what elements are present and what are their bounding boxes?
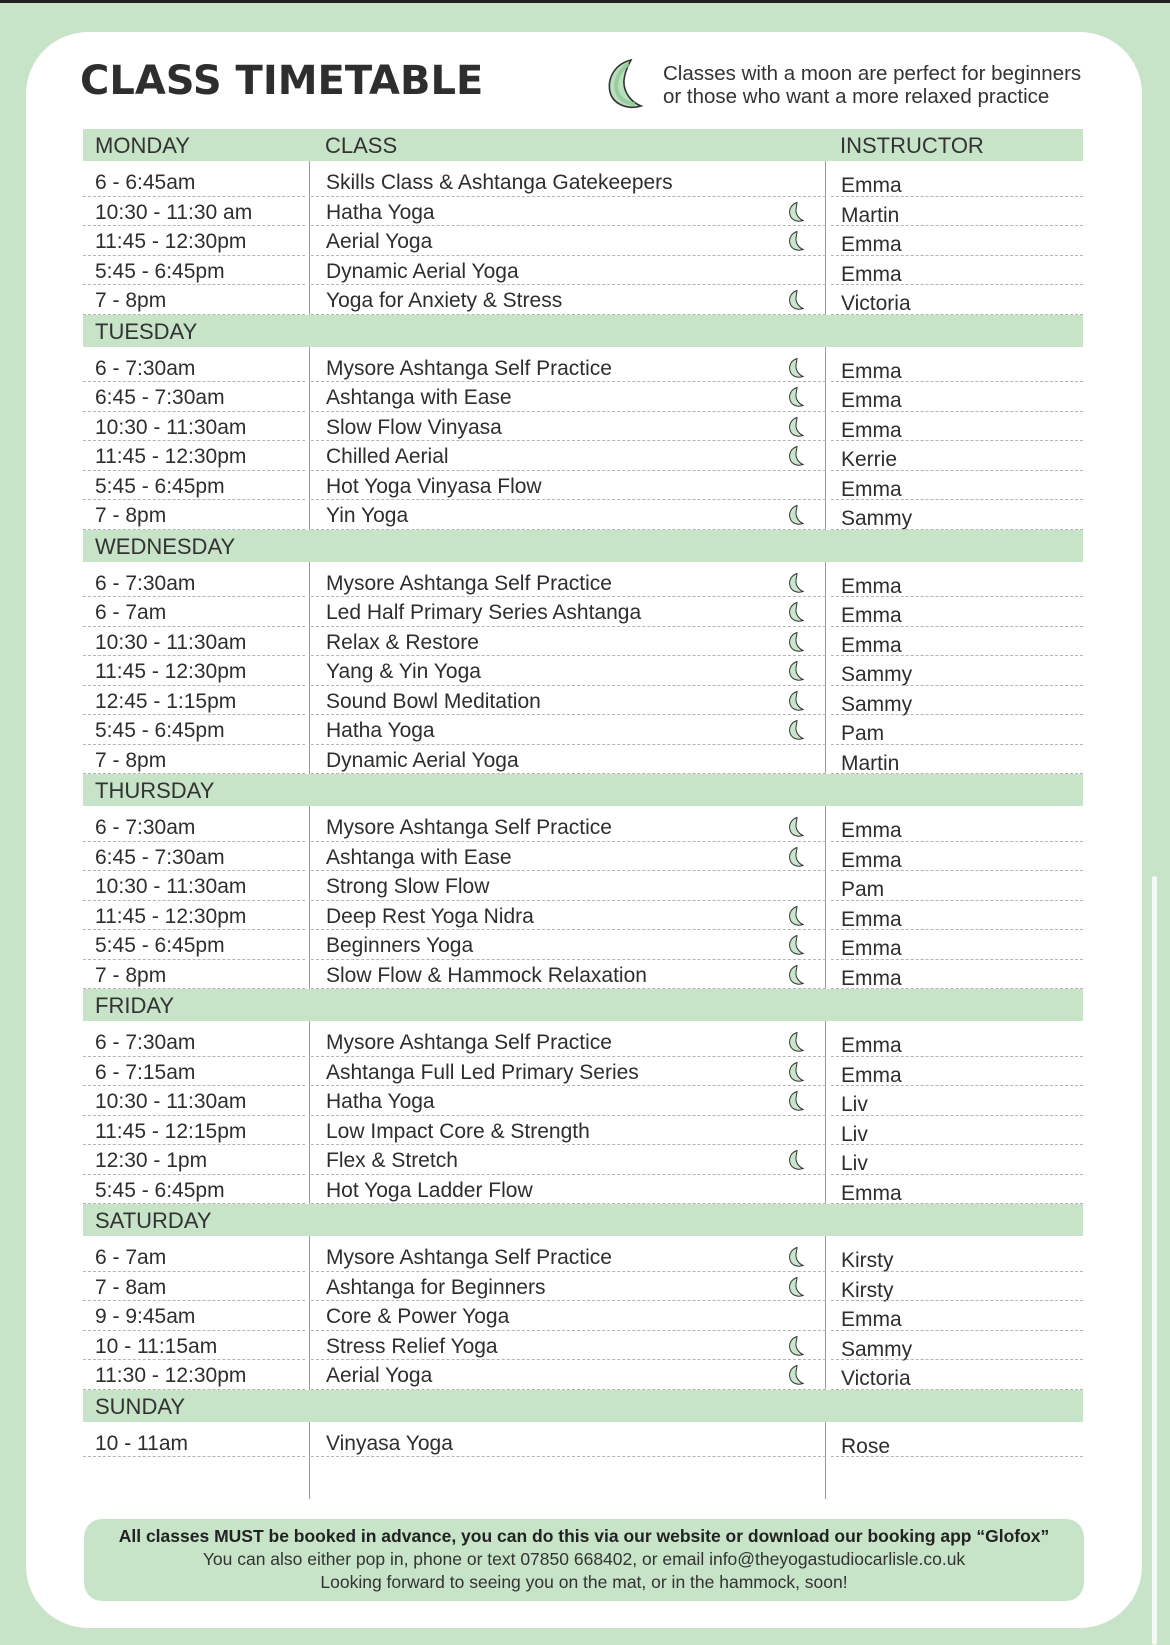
class-row	[83, 745, 1083, 775]
class-name: Vinyasa Yoga	[326, 1431, 453, 1455]
class-time: 6 - 7:30am	[95, 356, 196, 380]
crescent-moon-icon	[786, 504, 808, 526]
crescent-moon-icon	[786, 230, 808, 252]
class-instructor: Emma	[841, 848, 902, 872]
day-header-tuesday	[83, 315, 1083, 347]
class-name: Mysore Ashtanga Self Practice	[326, 816, 612, 839]
class-instructor: Sammy	[841, 663, 913, 686]
class-instructor: Emma	[841, 1034, 902, 1057]
class-time: 10:30 - 11:30am	[95, 415, 247, 439]
class-time: 11:45 - 12:30pm	[95, 445, 247, 468]
class-instructor: Emma	[841, 359, 902, 383]
class-time: 6 - 7am	[95, 601, 167, 624]
class-instructor: Emma	[841, 1308, 902, 1331]
class-row	[83, 1272, 1083, 1302]
class-row	[83, 353, 1083, 383]
class-instructor: Kerrie	[841, 448, 898, 471]
day-name: WEDNESDAY	[95, 533, 236, 559]
crescent-moon-icon	[786, 1364, 808, 1386]
class-name: Dynamic Aerial Yoga	[326, 259, 519, 283]
class-time: 5:45 - 6:45pm	[95, 474, 225, 498]
class-name: Mysore Ashtanga Self Practice	[326, 1031, 612, 1054]
crescent-moon-icon	[786, 445, 808, 467]
crescent-moon-icon	[786, 572, 808, 594]
class-name: Flex & Stretch	[326, 1149, 458, 1172]
class-row	[83, 197, 1083, 227]
crescent-moon-icon	[786, 631, 808, 653]
class-row	[83, 285, 1083, 315]
class-time: 10 - 11:15am	[95, 1334, 218, 1358]
class-name: Mysore Ashtanga Self Practice	[326, 1246, 612, 1269]
class-instructor: Emma	[841, 907, 902, 931]
class-instructor: Sammy	[841, 692, 913, 716]
crescent-moon-icon	[786, 1276, 808, 1298]
footer-line-3: Looking forward to seeing you on the mat, or in the hammock, soon!	[320, 1572, 848, 1592]
crescent-moon-icon	[786, 719, 808, 741]
class-time: 11:45 - 12:30pm	[95, 230, 247, 253]
class-time: 11:30 - 12:30pm	[95, 1364, 247, 1387]
day-name: MONDAY	[95, 133, 190, 158]
class-name: Yin Yoga	[326, 504, 409, 527]
class-name: Hot Yoga Vinyasa Flow	[326, 474, 542, 498]
day-header-sunday	[83, 1390, 1083, 1422]
class-row	[83, 1027, 1083, 1057]
day-header-friday	[83, 989, 1083, 1021]
booking-info	[84, 1519, 1084, 1601]
class-instructor: Emma	[841, 633, 902, 657]
crescent-moon-icon	[786, 201, 808, 223]
class-instructor: Liv	[841, 1122, 868, 1146]
class-row	[83, 1086, 1083, 1116]
day-name: THURSDAY	[95, 778, 215, 803]
class-row	[83, 627, 1083, 657]
timetable	[83, 129, 1083, 1457]
class-name: Hatha Yoga	[326, 1090, 435, 1113]
class-instructor: Emma	[841, 233, 902, 256]
class-row	[83, 1175, 1083, 1205]
class-instructor: Sammy	[841, 507, 913, 530]
class-name: Chilled Aerial	[326, 445, 449, 468]
class-name: Yoga for Anxiety & Stress	[326, 289, 563, 312]
class-name: Low Impact Core & Strength	[326, 1119, 590, 1143]
class-time: 6 - 6:45am	[95, 171, 196, 194]
class-instructor: Rose	[841, 1434, 891, 1458]
page-title: CLASS TIMETABLE	[80, 58, 484, 104]
top-border	[0, 0, 1170, 3]
day-name: SATURDAY	[95, 1208, 212, 1233]
crescent-moon-icon	[786, 905, 808, 927]
day-header-monday	[83, 129, 1083, 161]
crescent-moon-icon	[786, 289, 808, 311]
class-row	[83, 471, 1083, 501]
class-name: Slow Flow & Hammock Relaxation	[326, 963, 647, 987]
class-row	[83, 1428, 1083, 1458]
day-name: TUESDAY	[95, 318, 198, 344]
class-row	[83, 1057, 1083, 1087]
class-instructor: Kirsty	[841, 1278, 894, 1302]
class-instructor: Emma	[841, 966, 902, 990]
class-time: 10:30 - 11:30am	[95, 630, 247, 654]
class-time: 11:45 - 12:30pm	[95, 904, 247, 928]
class-name: Dynamic Aerial Yoga	[326, 748, 519, 772]
class-time: 7 - 8am	[95, 1275, 167, 1299]
crescent-moon-icon	[786, 1061, 808, 1083]
class-row	[83, 568, 1083, 598]
class-row	[83, 1360, 1083, 1390]
class-time: 6 - 7am	[95, 1246, 167, 1269]
class-instructor: Sammy	[841, 1337, 913, 1361]
class-time: 6 - 7:15am	[95, 1060, 196, 1084]
class-name: Stress Relief Yoga	[326, 1334, 498, 1358]
class-instructor: Emma	[841, 477, 902, 501]
crescent-moon-icon	[786, 846, 808, 868]
class-row	[83, 901, 1083, 931]
legend-line-2: or those who want a more relaxed practice	[663, 85, 1050, 108]
class-row	[83, 871, 1083, 901]
class-name: Deep Rest Yoga Nidra	[326, 904, 534, 928]
class-row	[83, 226, 1083, 256]
class-instructor: Emma	[841, 1063, 902, 1087]
crescent-moon-icon	[786, 660, 808, 682]
instructor-column-header: INSTRUCTOR	[840, 133, 984, 158]
class-instructor: Emma	[841, 604, 902, 627]
crescent-moon-icon	[786, 964, 808, 986]
class-time: 6:45 - 7:30am	[95, 386, 225, 409]
class-time: 10:30 - 11:30am	[95, 1090, 247, 1113]
class-name: Core & Power Yoga	[326, 1305, 510, 1328]
day-header-thursday	[83, 774, 1083, 806]
footer-line-1: All classes MUST be booked in advance, you can do this via our website or download our booking app “Glofox”	[118, 1526, 1050, 1546]
crescent-moon-icon	[786, 690, 808, 712]
class-instructor: Pam	[841, 878, 885, 901]
class-row	[83, 441, 1083, 471]
class-instructor: Liv	[841, 1093, 868, 1116]
class-instructor: Emma	[841, 262, 902, 286]
class-time: 5:45 - 6:45pm	[95, 259, 225, 283]
crescent-moon-icon	[786, 357, 808, 379]
class-time: 11:45 - 12:15pm	[95, 1119, 247, 1143]
class-name: Ashtanga with Ease	[326, 845, 512, 869]
class-row	[83, 930, 1083, 960]
day-name: SUNDAY	[95, 1393, 186, 1419]
class-time: 7 - 8pm	[95, 963, 167, 987]
class-time: 6:45 - 7:30am	[95, 845, 225, 869]
class-instructor: Emma	[841, 418, 902, 442]
class-row	[83, 1331, 1083, 1361]
crescent-moon-icon	[786, 1090, 808, 1112]
class-name: Mysore Ashtanga Self Practice	[326, 356, 612, 380]
class-name: Slow Flow Vinyasa	[326, 415, 502, 439]
class-instructor: Liv	[841, 1152, 868, 1175]
crescent-moon-icon	[786, 386, 808, 408]
class-name: Relax & Restore	[326, 630, 479, 654]
class-row	[83, 597, 1083, 627]
class-time: 9 - 9:45am	[95, 1305, 196, 1328]
class-time: 5:45 - 6:45pm	[95, 719, 225, 742]
class-instructor: Emma	[841, 819, 902, 842]
class-time: 7 - 8pm	[95, 289, 167, 312]
class-name: Ashtanga for Beginners	[326, 1275, 546, 1299]
class-time: 6 - 7:30am	[95, 816, 196, 839]
class-instructor: Emma	[841, 1181, 902, 1205]
day-header-saturday	[83, 1204, 1083, 1236]
class-instructor: Kirsty	[841, 1249, 894, 1272]
class-row	[83, 1145, 1083, 1175]
legend-line-1: Classes with a moon are perfect for beginners	[663, 62, 1082, 85]
class-time: 12:30 - 1pm	[95, 1149, 208, 1172]
class-time: 10:30 - 11:30am	[95, 875, 247, 898]
class-name: Mysore Ashtanga Self Practice	[326, 571, 612, 595]
day-header-wednesday	[83, 530, 1083, 562]
footer-line-2: You can also either pop in, phone or text 07850 668402, or email info@theyogastudiocarlisle.co.uk	[202, 1549, 966, 1569]
class-time: 7 - 8pm	[95, 504, 167, 527]
class-name: Skills Class & Ashtanga Gatekeepers	[326, 171, 673, 194]
class-instructor: Emma	[841, 574, 902, 598]
class-column-header: CLASS	[325, 133, 398, 158]
class-row	[83, 842, 1083, 872]
class-name: Led Half Primary Series Ashtanga	[326, 601, 642, 624]
class-name: Beginners Yoga	[326, 934, 474, 957]
class-time: 10 - 11am	[95, 1431, 188, 1455]
class-row	[83, 715, 1083, 745]
class-time: 5:45 - 6:45pm	[95, 934, 225, 957]
class-name: Aerial Yoga	[326, 1364, 433, 1387]
class-row	[83, 686, 1083, 716]
class-row	[83, 812, 1083, 842]
class-name: Hatha Yoga	[326, 200, 435, 224]
crescent-moon-icon	[786, 1246, 808, 1268]
scrollbar[interactable]	[1152, 876, 1157, 1645]
day-name: FRIDAY	[95, 993, 175, 1018]
crescent-moon-icon	[601, 56, 657, 112]
class-time: 6 - 7:30am	[95, 1031, 196, 1054]
class-name: Aerial Yoga	[326, 230, 433, 253]
class-row	[83, 412, 1083, 442]
class-row	[83, 1301, 1083, 1331]
class-instructor: Victoria	[841, 292, 911, 315]
crescent-moon-icon	[786, 601, 808, 623]
class-instructor: Emma	[841, 174, 902, 197]
class-row	[83, 167, 1083, 197]
class-name: Ashtanga with Ease	[326, 386, 512, 409]
class-row	[83, 382, 1083, 412]
class-name: Sound Bowl Meditation	[326, 689, 541, 713]
crescent-moon-icon	[786, 416, 808, 438]
class-time: 6 - 7:30am	[95, 571, 196, 595]
class-name: Ashtanga Full Led Primary Series	[326, 1060, 639, 1084]
class-instructor: Martin	[841, 751, 900, 775]
class-name: Hatha Yoga	[326, 719, 435, 742]
class-name: Yang & Yin Yoga	[326, 660, 481, 683]
crescent-moon-icon	[786, 934, 808, 956]
class-time: 12:45 - 1:15pm	[95, 689, 237, 713]
class-instructor: Emma	[841, 937, 902, 960]
class-row	[83, 256, 1083, 286]
crescent-moon-icon	[786, 1335, 808, 1357]
class-time: 11:45 - 12:30pm	[95, 660, 247, 683]
class-row	[83, 500, 1083, 530]
class-time: 10:30 - 11:30 am	[95, 200, 253, 224]
class-time: 5:45 - 6:45pm	[95, 1178, 225, 1202]
class-instructor: Victoria	[841, 1367, 911, 1390]
class-name: Hot Yoga Ladder Flow	[326, 1178, 533, 1202]
class-row	[83, 656, 1083, 686]
class-row	[83, 1242, 1083, 1272]
class-instructor: Pam	[841, 722, 885, 745]
legend-text	[663, 62, 1083, 108]
class-name: Strong Slow Flow	[326, 875, 490, 898]
class-time: 7 - 8pm	[95, 748, 167, 772]
class-row	[83, 960, 1083, 990]
class-instructor: Emma	[841, 389, 902, 412]
class-instructor: Martin	[841, 203, 900, 227]
crescent-moon-icon	[786, 816, 808, 838]
crescent-moon-icon	[786, 1149, 808, 1171]
class-row	[83, 1116, 1083, 1146]
crescent-moon-icon	[786, 1031, 808, 1053]
